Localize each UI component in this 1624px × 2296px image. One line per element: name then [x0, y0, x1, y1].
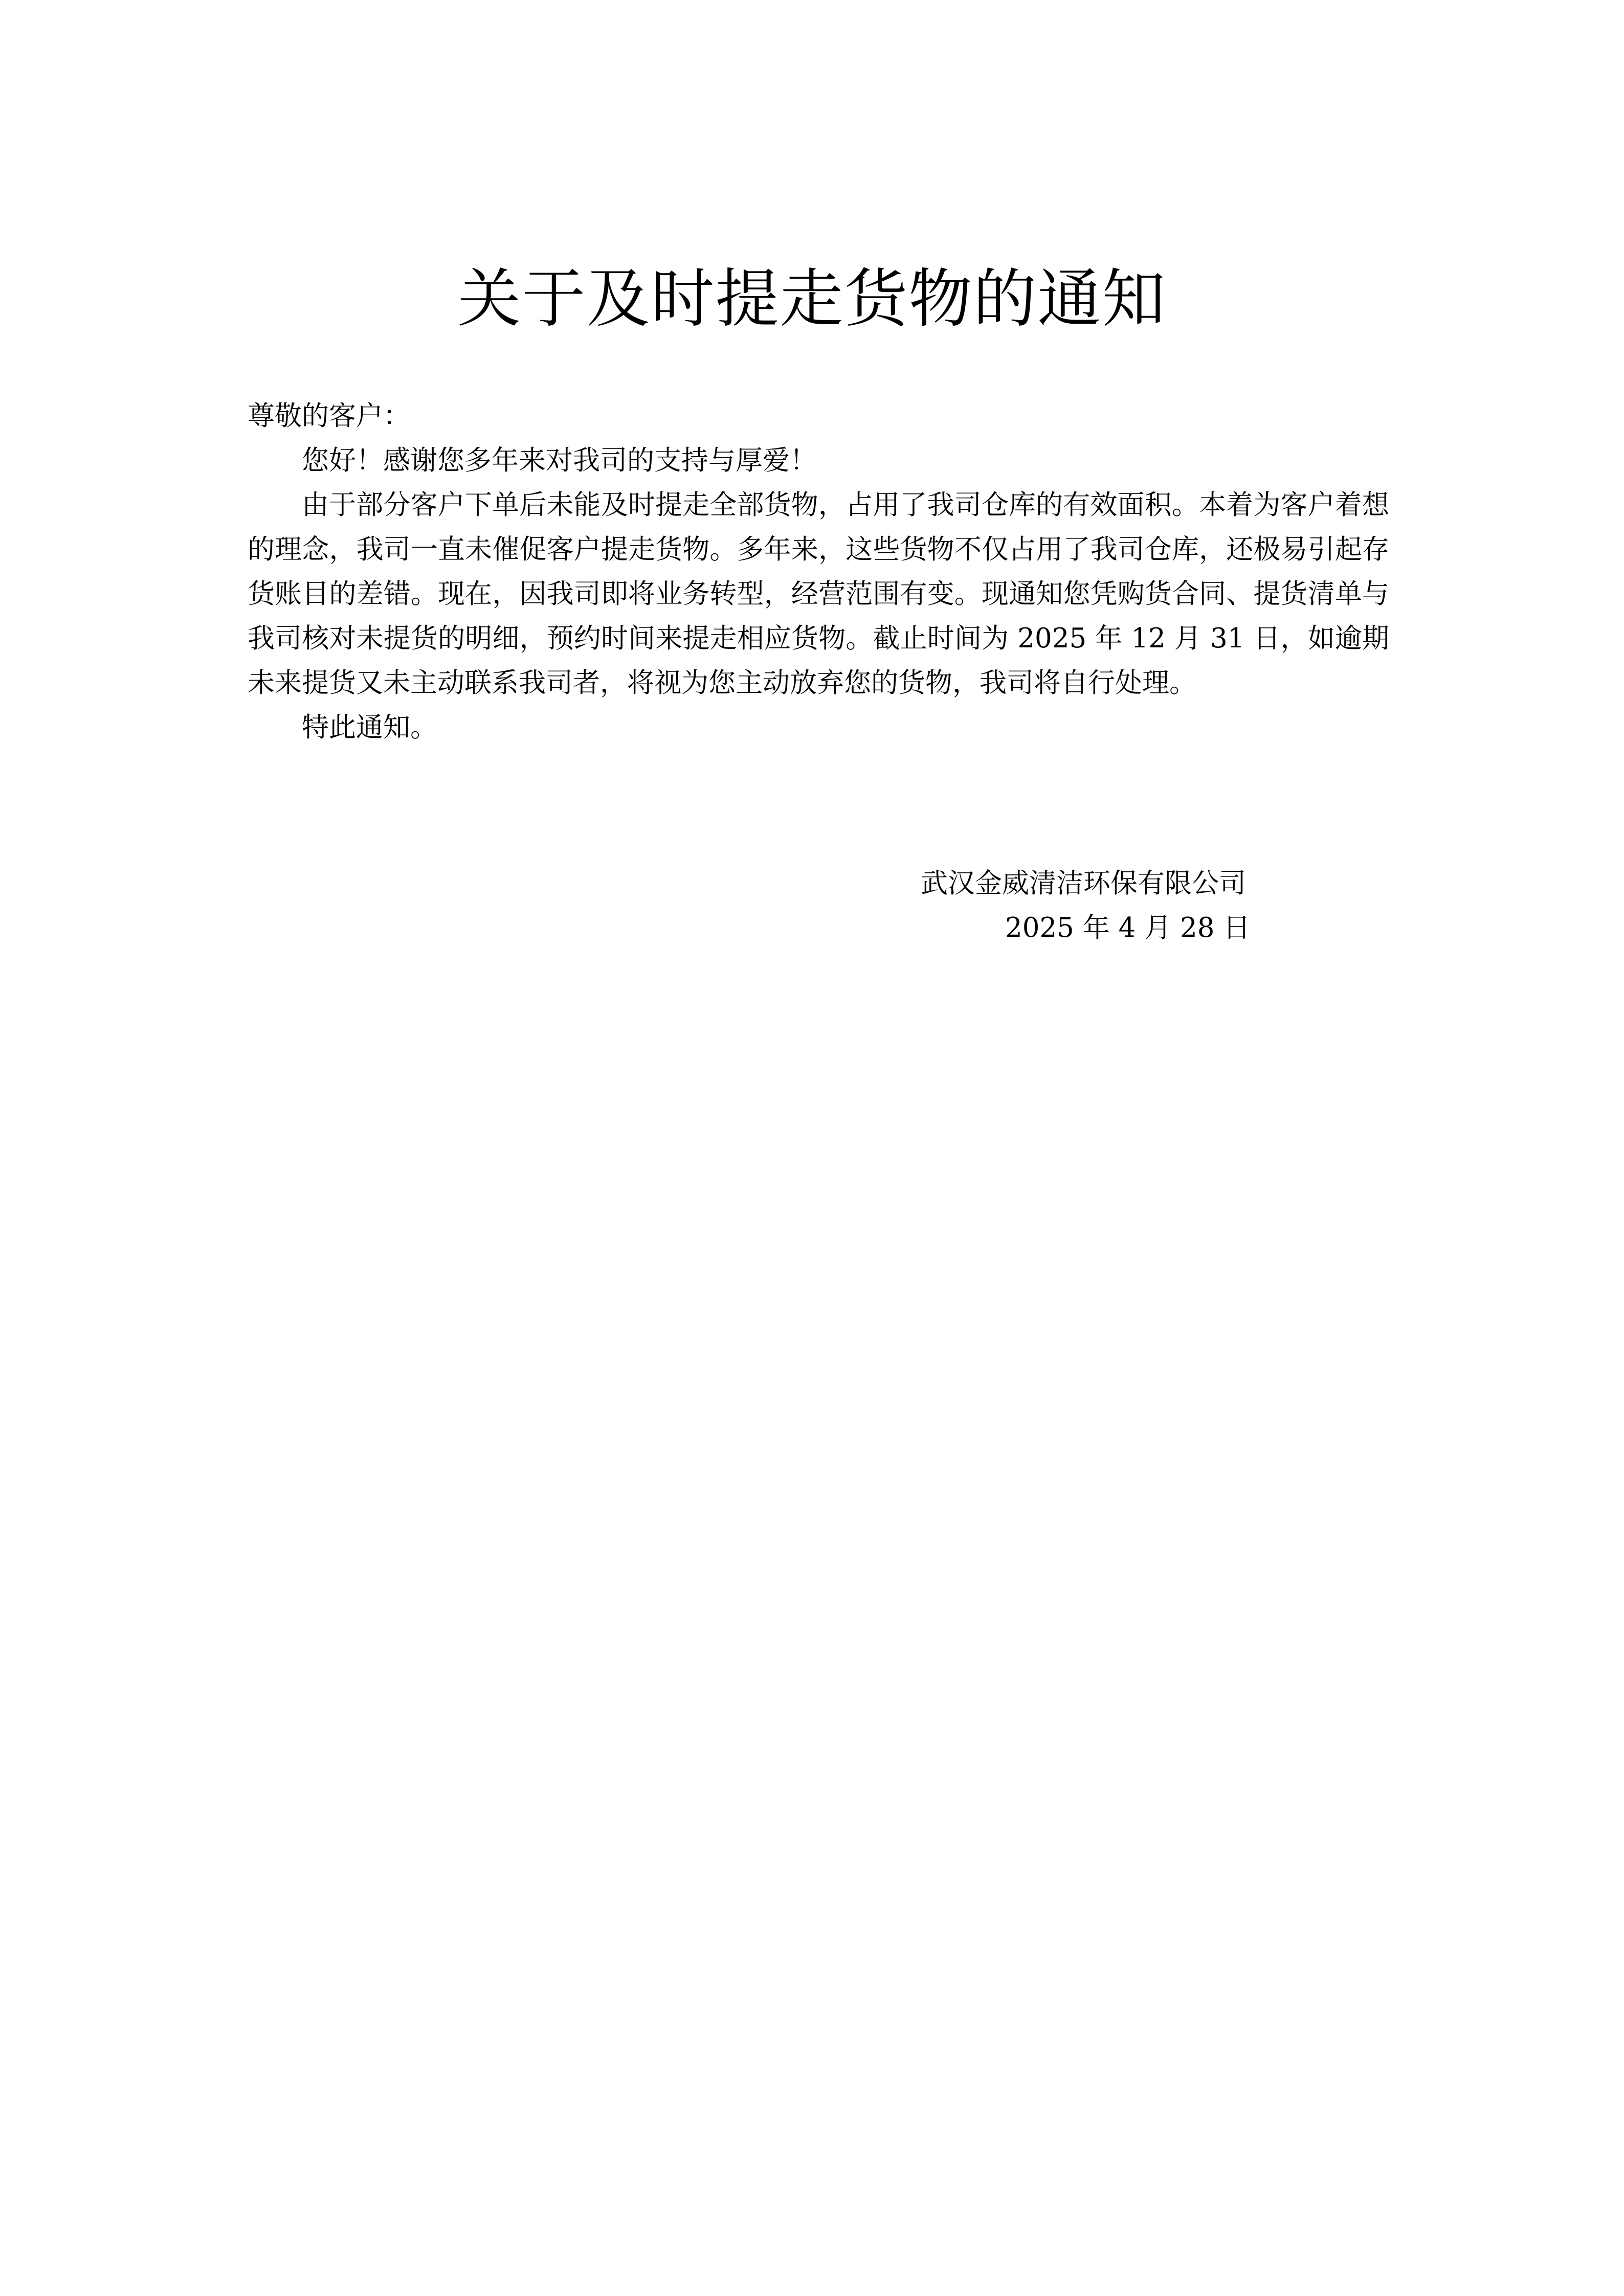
- notice-paragraph: 由于部分客户下单后未能及时提走全部货物，占用了我司仓库的有效面积。本着为客户着想的理念，我司一直未催促客户提走货物。多年来，这些货物不仅占用了我司仓库，还极易引起存货账目的差错。现在，因我司即将业务转型，经营范围有变。现通知您凭购货合同、提货清单与我司核对未提货的明细，预约时间来提走相应货物。截止时间为 2025 年 12 月 31 日，如逾期未来提货又未主动联系我司者，将视为您主动放弃您的货物，我司将自行处理。: [248, 489, 1389, 699]
- document-title: 关于及时提走货物的通知: [457, 262, 1167, 336]
- closing-paragraph: 特此通知。: [302, 712, 437, 743]
- issue-date: 2025 年 4 月 28 日: [1005, 912, 1251, 943]
- signature-block: [921, 861, 1330, 950]
- salutation: 尊敬的客户：: [248, 400, 410, 432]
- company-name: 武汉金威清洁环保有限公司: [921, 868, 1246, 899]
- document-body: [248, 394, 1389, 750]
- greeting-paragraph: 您好！感谢您多年来对我司的支持与厚爱！: [302, 445, 817, 476]
